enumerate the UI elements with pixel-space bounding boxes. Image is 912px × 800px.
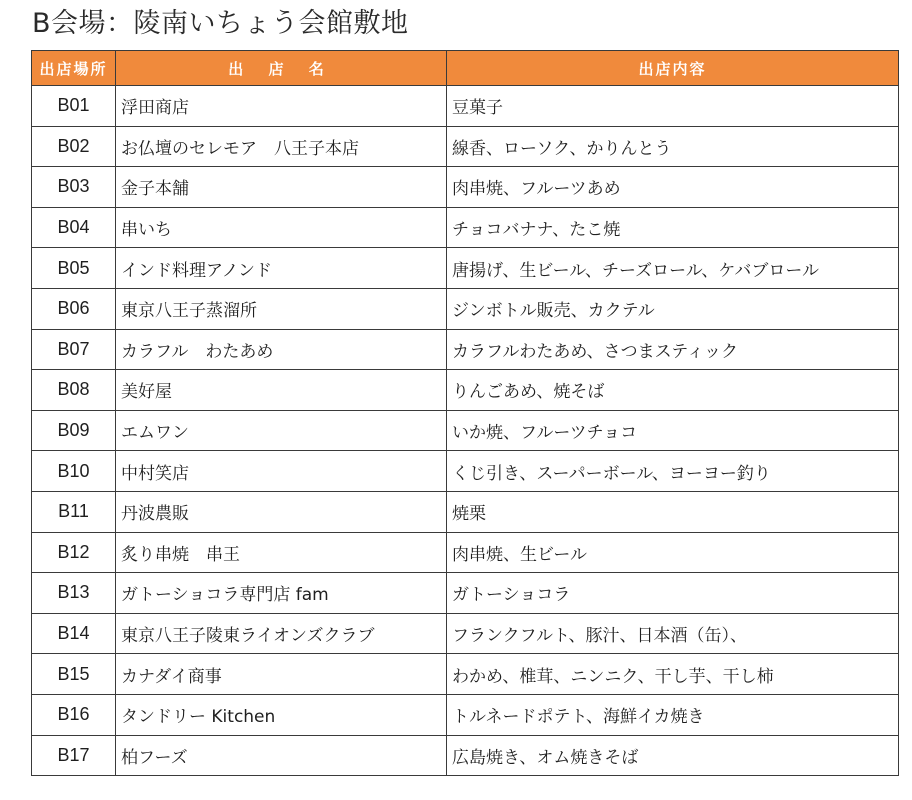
header-content: 出店内容 — [447, 51, 899, 86]
row-items: 肉串焼、フルーツあめ — [447, 167, 899, 208]
row-name: お仏壇のセレモア 八王子本店 — [116, 126, 447, 167]
row-items: りんごあめ、焼そば — [447, 370, 899, 411]
row-name: 串いち — [116, 207, 447, 248]
row-id: B05 — [32, 248, 116, 289]
row-name: ガトーショコラ専門店 fam — [116, 573, 447, 614]
table-header-row — [32, 51, 899, 86]
row-id: B15 — [32, 654, 116, 695]
row-id: B04 — [32, 207, 116, 248]
row-id: B13 — [32, 573, 116, 614]
row-id: B10 — [32, 451, 116, 492]
row-id: B12 — [32, 532, 116, 573]
table-row — [32, 613, 899, 654]
row-id: B02 — [32, 126, 116, 167]
table-row — [32, 288, 899, 329]
row-name: 東京八王子蒸溜所 — [116, 288, 447, 329]
row-name: 丹波農販 — [116, 491, 447, 532]
row-items: ジンボトル販売、カクテル — [447, 288, 899, 329]
table-row — [32, 532, 899, 573]
row-items: 広島焼き、オム焼きそば — [447, 735, 899, 776]
row-items: カラフルわたあめ、さつまスティック — [447, 329, 899, 370]
table-row — [32, 86, 899, 127]
table-row — [32, 451, 899, 492]
row-id: B14 — [32, 613, 116, 654]
row-id: B16 — [32, 694, 116, 735]
vendor-table — [31, 50, 899, 776]
row-name: 美好屋 — [116, 370, 447, 411]
row-id: B09 — [32, 410, 116, 451]
row-items: いか焼、フルーツチョコ — [447, 410, 899, 451]
table-row — [32, 654, 899, 695]
row-name: 浮田商店 — [116, 86, 447, 127]
table-row — [32, 248, 899, 289]
table-row — [32, 167, 899, 208]
table-row — [32, 207, 899, 248]
row-items: 唐揚げ、生ビール、チーズロール、ケバブロール — [447, 248, 899, 289]
row-id: B06 — [32, 288, 116, 329]
row-items: くじ引き、スーパーボール、ヨーヨー釣り — [447, 451, 899, 492]
row-id: B01 — [32, 86, 116, 127]
row-name: 炙り串焼 串王 — [116, 532, 447, 573]
row-name: 柏フーズ — [116, 735, 447, 776]
row-name: エムワン — [116, 410, 447, 451]
row-items: 線香、ローソク、かりんとう — [447, 126, 899, 167]
row-name: インド料理アノンド — [116, 248, 447, 289]
table-row — [32, 573, 899, 614]
page-title: B会場：陵南いちょう会館敷地 — [32, 8, 409, 39]
row-id: B11 — [32, 491, 116, 532]
row-items: 焼栗 — [447, 491, 899, 532]
row-name: 中村笑店 — [116, 451, 447, 492]
table-row — [32, 329, 899, 370]
table-row — [32, 370, 899, 411]
row-items: わかめ、椎茸、ニンニク、干し芋、干し柿 — [447, 654, 899, 695]
row-items: フランクフルト、豚汁、日本酒（缶）、 — [447, 613, 899, 654]
row-name: タンドリー Kitchen — [116, 694, 447, 735]
row-items: 豆菓子 — [447, 86, 899, 127]
row-items: ガトーショコラ — [447, 573, 899, 614]
row-name: 東京八王子陵東ライオンズクラブ — [116, 613, 447, 654]
row-id: B08 — [32, 370, 116, 411]
row-items: 肉串焼、生ビール — [447, 532, 899, 573]
row-name: 金子本舗 — [116, 167, 447, 208]
row-id: B03 — [32, 167, 116, 208]
table-row — [32, 410, 899, 451]
row-id: B17 — [32, 735, 116, 776]
row-name: カナダイ商事 — [116, 654, 447, 695]
row-items: チョコバナナ、たこ焼 — [447, 207, 899, 248]
table-row — [32, 694, 899, 735]
row-items: トルネードポテト、海鮮イカ焼き — [447, 694, 899, 735]
table-row — [32, 491, 899, 532]
table-row — [32, 126, 899, 167]
table-row — [32, 735, 899, 776]
row-name: カラフル わたあめ — [116, 329, 447, 370]
header-name: 出 店 名 — [116, 51, 447, 86]
header-location: 出店場所 — [32, 51, 116, 86]
row-id: B07 — [32, 329, 116, 370]
